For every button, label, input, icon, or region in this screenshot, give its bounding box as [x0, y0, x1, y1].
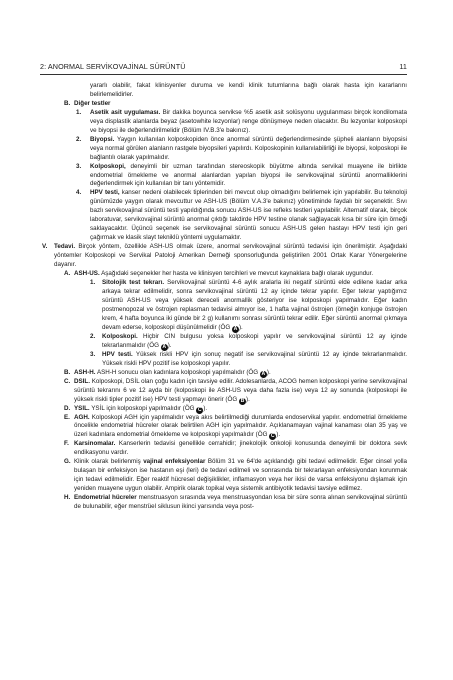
subsection-title: YSIL. [74, 404, 90, 412]
subsection-text-end: ). [276, 431, 281, 439]
item-text: Yüksek riskli HPV için sonuç negatif ise servikovajinal sürüntü 12 ay içinde tekrarlanmalıdır. Yüksek riskli HPV pozitif ise kolposkopi yapılır. [102, 350, 408, 367]
subsection-title: AGH. [74, 413, 90, 421]
item-term: Kolposkopi. [102, 332, 138, 340]
section-b-marker: B. [64, 99, 71, 107]
subsection-text: YSİL için kolposkopi yapılmalıdır (ÖG [91, 404, 197, 412]
subsection-text: Kanserlerin tedavisi genellikle cerrahidir; jinekolojik onkoloji konusunda deneyimli bir doktora sevk endikasyonu vardır. [74, 440, 407, 457]
running-header [40, 60, 407, 75]
evidence-grade-badge: B [240, 397, 245, 404]
item-text: deneyimli bir uzman tarafından stereoskopik büyütme altında servikal muayene ile birlikte endometrial örnekleme ve anormal alanlardan yapılan biyopsi ile servikovajinal sürüntü anormalliklerini değerlendirmek için kullanılan bir tanı yöntemidir. [90, 162, 407, 188]
subsection-marker: B. [64, 368, 71, 376]
subsection-text: Kolposkopi, DSİL olan çoğu kadın için tavsiye edilir. Adolesanlarda, ACOG hemen kolposkopi yerine servikovajinal sürüntü tekrarını 6 ve 12 ayda bir (kolposkopi ile ASH-US veya daha fazla ise) veya 12 ay sonunda (kolposkopi ile yüksek riskli tipler pozitif ise) HPV testi yapmayı önerir (ÖG [74, 377, 407, 403]
item-marker: 1. [76, 108, 82, 116]
section-v-title: Tedavi. [54, 243, 76, 251]
item-marker: 2. [76, 135, 82, 143]
item-marker: 4. [76, 189, 82, 197]
item-term: HPV testi. [102, 350, 133, 358]
item-term: Asetik asit uygulaması. [90, 108, 161, 116]
subsection-text: Kolposkopi AGH için yapılmalıdır veya akıs belirtilmediği durumlarda endoservikal yapılır. endometrial örnekleme öncelikle endometrial hücreler olarak belirtilen AGH için yapılmalıdır. Açıklanamayan vajinal kanaması olan 35 yaş ve üzeri kadınlara endometrial örnekleme ve kolposkopi yapılmalıdır (ÖG [74, 413, 407, 439]
subsection-marker: A. [64, 270, 71, 278]
subsection-text: Aşağıdaki seçenekler her hasta ve klinisyen tercihleri ve mevcut kaynaklara bağlı olarak uygundur. [101, 270, 374, 278]
subsection-text: Klinik olarak belirlenmiş [74, 458, 144, 466]
item-marker: 3. [90, 350, 96, 358]
subsection-c [40, 378, 407, 405]
subsection-title: DSIL. [74, 377, 90, 385]
list-item [40, 163, 407, 190]
subsection-title: Karsinomalar. [74, 440, 116, 448]
item-term: Kolposkopi, [90, 162, 126, 170]
page-number: 11 [399, 62, 407, 71]
item-text-end: ). [238, 323, 243, 331]
subsection-text-end: ). [245, 395, 250, 403]
subsection-g [40, 458, 407, 494]
evidence-grade-badge: C [270, 433, 275, 440]
subsection-text-end: ). [203, 404, 208, 412]
item-term: Sitolojik test tekrarı. [102, 278, 165, 286]
list-item [40, 351, 407, 369]
item-text-end: ). [167, 341, 172, 349]
subsection-text: ASH-H sonucu olan kadınlara kolposkopi yapılmalıdır (ÖG [96, 368, 260, 376]
subsection-b [40, 369, 407, 378]
subsection-title: ASH-H. [74, 368, 96, 376]
item-text: Hiçbir CIN bulgusu yoksa kolposkopi yapılır ve servikovajinal sürüntü 12 ay içinde tekrarlanmalıdır (ÖG [102, 332, 407, 349]
section-b-title: Diğer testler [74, 99, 111, 107]
subsection-a [40, 270, 407, 279]
subsection-marker: F. [64, 440, 69, 448]
list-item [40, 136, 407, 163]
intro-continuation: yararlı olabilir, fakat klinisyenler duruma ve kendi klinik tutumlarına bağlı olarak hasta için kararlarını belirlemelidirler. [90, 82, 407, 98]
subsection-marker: E. [64, 413, 70, 421]
subsection-marker: G. [64, 458, 71, 466]
subsection-d [40, 405, 407, 414]
subsection-marker: C. [64, 377, 71, 385]
subsection-term: vajinal enfeksiyonlar [143, 458, 206, 466]
page-body [40, 82, 407, 512]
subsection-marker: D. [64, 404, 71, 412]
subsection-text-end: ). [266, 368, 271, 376]
subsection-h [40, 494, 407, 512]
section-b-heading [40, 100, 407, 109]
subsection-f [40, 440, 407, 458]
item-marker: 1. [90, 278, 96, 286]
subsection-marker: H. [64, 494, 71, 502]
list-item [40, 109, 407, 136]
subsection-e [40, 414, 407, 441]
section-v [40, 243, 407, 270]
evidence-grade-badge: A [162, 343, 167, 350]
subsection-title: ASH-US. [74, 270, 100, 278]
item-text: kanser nedeni olabilecek tiplerinden biri mevcut olup olmadığını belirlemek için yapılabilir. Bu teknoloji günümüzde yaygın olarak mevcuttur ve ASH-US (Bölüm V.A.3'e bakınız) yönetiminde faydalı bir seçenektir. Sıvı bazlı servikovajinal sürüntü testi yapıldığında sonucu ASH-US ise refleks testleri yapılabilir. Alternatif olarak, birçok laboratuvar, servikovajinal sürüntü anormal çıktığı takdirde HPV testine olanak sağlayacak kısa bir süre için örneği saklayacaktır. Üçüncü seçenek ise servikovajinal sürüntü sonucu ASH-US gelen hastayı HPV testi için geri çağırmak ve klasik slayt tekniklü yöntemi uygulamaktır. [90, 189, 407, 242]
item-text: Yaygın kullanılan kolposkopiden önce anormal sürüntü değerlendirmesinde şüpheli alanların biyopsisi veya normal görülen alanların rastgele biyopsileri yapılırdı. Kolposkopinin kullanılabilirliği ile biyopsi, kolposkopi ile bağlantılı olarak yapılmalıdır. [90, 135, 407, 161]
evidence-grade-badge: C [197, 406, 202, 413]
item-marker: 2. [90, 332, 96, 340]
item-term: HPV testi, [90, 189, 120, 197]
chapter-title: 2: ANORMAL SERVİKOVAJİNAL SÜRÜNTÜ [40, 62, 186, 71]
list-item [40, 333, 407, 351]
item-marker: 3. [76, 162, 82, 170]
section-v-marker: V. [42, 243, 48, 251]
evidence-grade-badge: A [233, 325, 238, 332]
item-text: Servikovajinal sürüntü 4-6 aylık aralarla iki negatif sürüntü elde edilene kadar arka arkaya tekrar edilmelidir, sonra servikovajinal sürüntü 12 ay içinde tekrar yapılır. Eğer tekrar yaptığımız sürüntü ASH-US veya yüksek dereceli anormallik gösteriyor ise kolposkopi yapılmalıdır. Eğer kadın postmenopozal ve östrojen replasman tedavisi almıyor ise, 1 hafta vajinal östrojen (örneğin konjuge östrojen krem, 4 hafta boyunca iki günde bir 2 g) kullanımı sonrası sürüntü tekrar edilir. Eğer sürüntü anormal çıkmaya devam ederse, kolposkopi düşünülmelidir (ÖG [102, 278, 407, 331]
evidence-grade-badge: A [261, 370, 266, 377]
subsection-text: menstruasyon sırasında veya menstruasyondan kısa bir süre sonra alınan servikovajinal sürüntü de bulunabilir, eğer menstrüel siklusun ikinci yarısında veya post- [74, 494, 407, 511]
subsection-title: Endometrial hücreler [74, 494, 137, 502]
list-item [40, 189, 407, 243]
list-item [40, 279, 407, 333]
item-term: Biyopsi. [90, 135, 115, 143]
section-v-text: Birçok yöntem, özellikle ASH-US olmak üzere, anormal servikovajinal sürüntü tedavisi için önerilmiştir. Aşağıdaki yöntemler Kolposkopi ve Servikal Patoloji Amerikan Derneği sponsorluğunda geliştirilen 2001 Ortak Karar Yönergelerine dayanır. [54, 243, 407, 269]
item-text: Bir dakika boyunca servikse %5 asetik asit solüsyonu uygulanması birçok kondilomata veya displastik alanlarda beyaz (asetowhite lezyonlar) renge dönüşmeye neden olacaktır. Bu lezyonlar kolposkopi ve biyopsi ile değerlendirilmelidir (Bölüm IV.B.3'e bakınız). [90, 108, 407, 134]
subsection-text-rest: Bölüm 31 ve 64'de açıklandığı gibi tedavi edilmelidir. Eğer cinsel yolla bulaşan bir enfeksiyon ise hastanın eşi (leri) de tedavi edilmeli ve sonrasında bir tekrarlayan enfeksiyondan korunmak için tedavi edilmelidir. Eğer reaktif hücresel değişiklikler, inflamasyon veya her ikisi de varsa enfeksiyonu dışlamak için yeniden muayene uygun olabilir. Ampirik olarak topikal veya sistemik antibiyotik tedavisi tavsiye edilmez. [74, 458, 407, 493]
